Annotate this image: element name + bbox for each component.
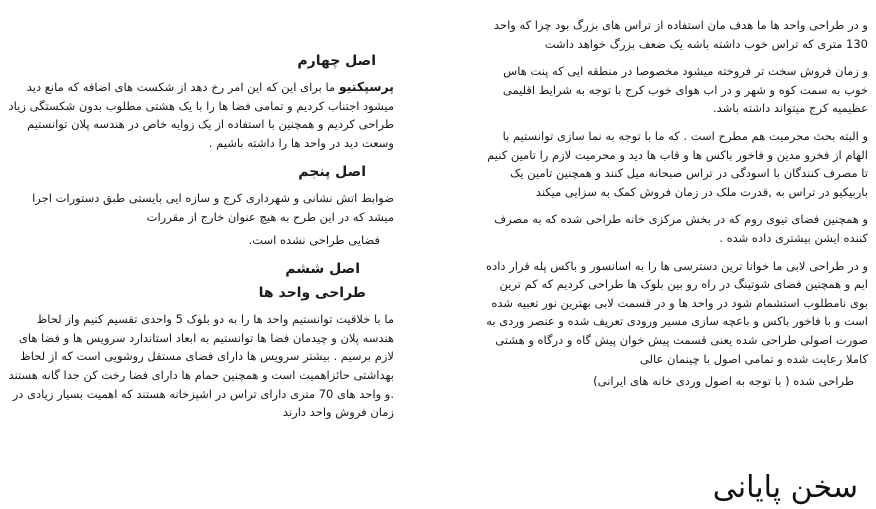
perspective-label: پرسپکتیو bbox=[338, 79, 394, 94]
heading-unit-design: طراحی واحد ها bbox=[258, 285, 366, 302]
closing-title: سخن پایانی bbox=[712, 470, 858, 505]
paragraph-unit-design: ما با خلاقیت توانستیم واحد ها را به دو بلوک 5 واحدی تقسیم کنیم واز لحاظ هندسه پلان و چیدمان فضا ها توانستیم به ابعاد استاندارد سرویس ها و فضا های لازم برسیم . بیشتر سرویس ها دارای فضای مستقل روشویی است که از لحاظ بهداشتی حائزاهمیت است و همچنین حمام ها دارای فضا رخت کن جدا گانه هستند .و واحد های 70 متری دارای تراس در اشپزخانه هستند که اهمیت بسیار زیادی در زمان فروش واحد دارند bbox=[8, 312, 394, 420]
heading-principle-5: اصل پنجم bbox=[298, 164, 366, 181]
paragraph-privacy: و البته بحث محرمیت هم مطرح است . که ما با توجه به نما سازی توانستیم با الهام از فخرو مدین و فاخور باکس ها و قاب ها دید و محرمیت لازم را تامین کنیم تا مصرف کنندگان با اسودگی در تراس صبحانه میل کنند و همچنین تامین یک باربیکیو در تراس به ,قدرت ملک در زمان فروش کمک به سزایی میکند bbox=[487, 128, 868, 199]
paragraph-sales: و زمان فروش سخت تر فروخته میشود مخصوصا در منطقه ایی که پنت هاس خوب به سمت کوه و شهر و در اب هوای خوب کرج با توجه به شرایط اقلیمی عظیمیه کرج میتواند داشته باشد. bbox=[502, 64, 868, 116]
heading-principle-6: اصل ششم bbox=[285, 261, 360, 278]
paragraph-terraces: و در طراحی واحد ها ما هدف مان استفاده از تراس های بزرگ بود چرا که واحد 130 متری که تراس خوب داشته باشه یک ضعف بزرگ خواهد داشت bbox=[493, 18, 868, 51]
paragraph-perspective bbox=[4, 78, 394, 152]
perspective-text: ما برای این که این امر رخ دهد از شکست های اضافه که مانع دید میشود اجتناب کردیم و تمامی فضا ها را با یک هشتی مطلوب بدون شکستگی زیاد طراحی کردیم و همچنین با استفاده از یک زوایه خاص در هندسه پلان توانستیم وسعت دید در واحد ها را داشته باشیم . bbox=[8, 80, 394, 150]
paragraph-tv-room: و همچنین فضای تیوی روم که در بخش مرکزی خانه طراحی شده که به مصرف کننده ایشن بیشتری داده شده . bbox=[494, 212, 868, 245]
paragraph-fire-regulations-end: فضایی طراحی نشده است. bbox=[248, 232, 380, 247]
paragraph-iranian-entrance: طراحی شده ( با توجه به اصول وردی خانه های ایرانی) bbox=[593, 374, 854, 389]
paragraph-lobby: و در طراحی لابی ما خوانا ترین دسترسی ها را به اسانسور و باکس پله قرار داده ایم و همچنین فضای شوتینگ در راه رو بین بلوک ها طراحی کردیم که کم ترین بوی نامطلوب استشمام شود در واحد ها و در قسمت لابی بهترین نور تعبیه شده است و با فاخور باکس و باعچه سازی مسیر ورودی تعریف شده و عنصر وردی به صورت اصولی طراحی شده یعنی قسمت پیش خوان پیش گاه و درگاه و هشتی کاملا رعایت شده و تمامی اصول با چینمان عالی bbox=[486, 258, 868, 366]
paragraph-fire-regulations: ضوابط اتش نشانی و شهرداری کرج و سازه ایی بایستی طبق دستورات اجرا میشد که در این طرح به هیچ عنوان خارج از مقررات bbox=[32, 191, 394, 224]
left-text-column bbox=[4, 50, 394, 431]
heading-principle-4: اصل چهارم bbox=[297, 53, 376, 69]
right-text-column bbox=[486, 16, 868, 400]
